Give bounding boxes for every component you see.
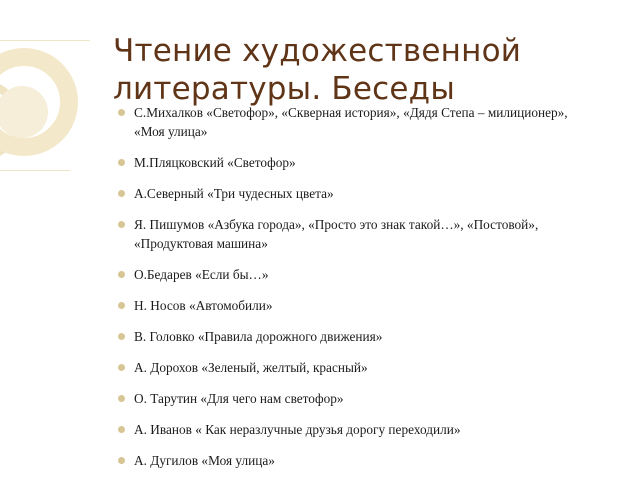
bullet-dot-icon	[118, 302, 125, 309]
bullet-dot-icon	[118, 109, 125, 116]
bullet-dot-icon	[118, 457, 125, 464]
list-item	[118, 389, 588, 408]
list-item	[118, 358, 588, 377]
list-item	[118, 184, 588, 203]
list-item	[118, 153, 588, 172]
list-item	[118, 327, 588, 346]
list-item-text: А. Дугилов «Моя улица»	[134, 453, 275, 468]
list-item	[118, 296, 588, 315]
list-item-text: С.Михалков «Светофор», «Скверная история», «Дядя Степа – милиционер», «Моя улица»	[134, 105, 568, 139]
list-item	[118, 420, 588, 439]
list-item-text: О.Бедарев «Если бы…»	[134, 267, 269, 282]
decorative-line	[0, 170, 70, 171]
list-item-text: В. Головко «Правила дорожного движения»	[134, 329, 383, 344]
list-item-text: О. Тарутин «Для чего нам светофор»	[134, 391, 344, 406]
list-item-text: Я. Пишумов «Азбука города», «Просто это знак такой…», «Постовой», «Продуктовая машина»	[134, 217, 539, 251]
list-item	[118, 103, 588, 141]
slide-title: Чтение художественной литературы. Беседы	[113, 33, 522, 107]
book-list	[118, 103, 588, 480]
bullet-dot-icon	[118, 395, 125, 402]
bullet-dot-icon	[118, 190, 125, 197]
bullet-dot-icon	[118, 271, 125, 278]
list-item-text: А. Иванов « Как неразлучные друзья дорогу переходили»	[134, 422, 461, 437]
bullet-dot-icon	[118, 221, 125, 228]
list-item-text: М.Пляцковский «Светофор»	[134, 155, 296, 170]
list-item	[118, 451, 588, 470]
decorative-line	[0, 40, 90, 41]
list-item-text: А. Дорохов «Зеленый, желтый, красный»	[134, 360, 368, 375]
bullet-dot-icon	[118, 333, 125, 340]
bullet-dot-icon	[118, 426, 125, 433]
list-item	[118, 215, 588, 253]
bullet-dot-icon	[118, 159, 125, 166]
bullet-dot-icon	[118, 364, 125, 371]
list-item-text: Н. Носов «Автомобили»	[134, 298, 273, 313]
list-item-text: А.Северный «Три чудесных цвета»	[134, 186, 334, 201]
list-item	[118, 265, 588, 284]
